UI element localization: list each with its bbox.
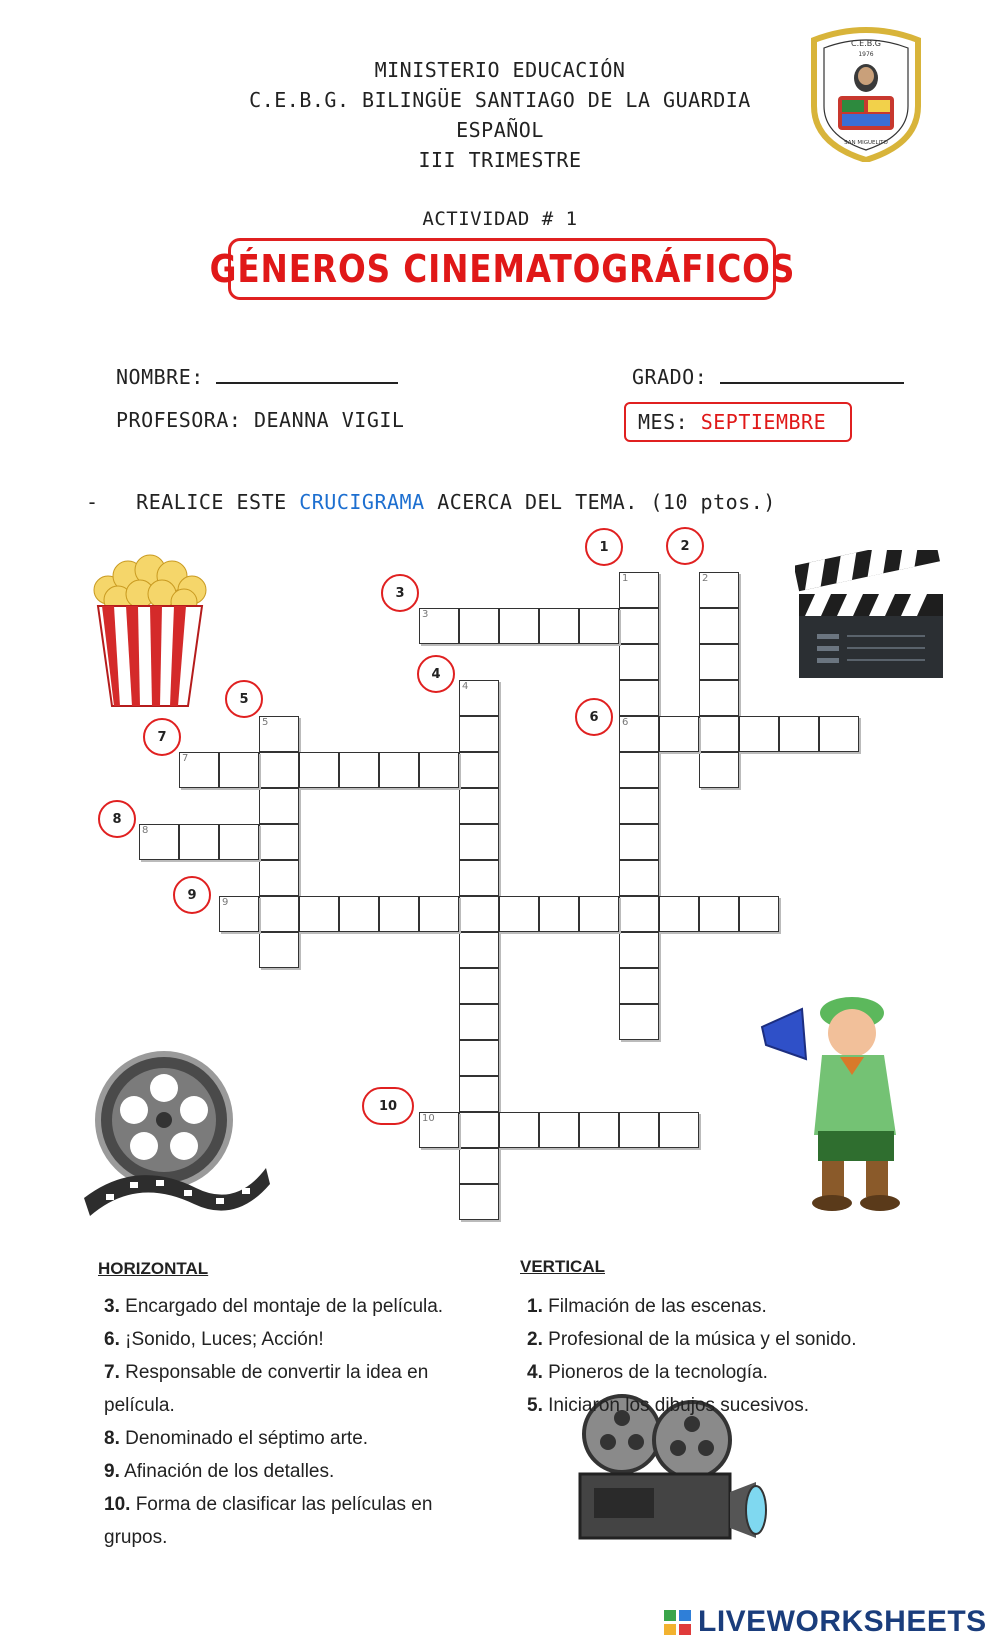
crossword-cell[interactable] — [419, 896, 459, 932]
clue-marker-9: 9 — [173, 876, 211, 914]
crossword-cell[interactable] — [459, 896, 499, 932]
instruction-dash: - — [86, 490, 99, 514]
instruction-line — [86, 490, 776, 514]
vertical-clue-list — [527, 1290, 857, 1422]
crossword-cell[interactable] — [699, 644, 739, 680]
crossword-cell[interactable] — [459, 824, 499, 860]
crossword-cell[interactable] — [619, 608, 659, 644]
crossword-cell[interactable] — [379, 896, 419, 932]
cell-number: 3 — [422, 609, 429, 620]
crossword-cell[interactable] — [779, 716, 819, 752]
cell-number: 1 — [622, 573, 629, 584]
clue-h-7: 7. Responsable de convertir la idea en — [104, 1362, 429, 1383]
crossword-cell[interactable] — [179, 752, 219, 788]
crossword-cell[interactable] — [259, 716, 299, 752]
seal-bottom-text: SAN MIGUELITO — [844, 140, 888, 146]
instruction-after: ACERCA DEL TEMA. (10 ptos.) — [437, 490, 776, 514]
clue-marker-3: 3 — [381, 574, 419, 612]
subject-heading: ESPAÑOL — [456, 118, 544, 142]
crossword-cell[interactable] — [459, 1040, 499, 1076]
crossword-cell[interactable] — [259, 824, 299, 860]
crossword-cell[interactable] — [459, 968, 499, 1004]
crossword-cell[interactable] — [419, 608, 459, 644]
school-seal-logo — [808, 26, 924, 162]
crossword-cell[interactable] — [259, 752, 299, 788]
crossword-cell[interactable] — [459, 716, 499, 752]
clue-marker-6: 6 — [575, 698, 613, 736]
crossword-cell[interactable] — [459, 1112, 499, 1148]
crossword-cell[interactable] — [619, 968, 659, 1004]
cell-number: 10 — [422, 1113, 435, 1124]
crossword-cell[interactable] — [259, 788, 299, 824]
term-heading: III TRIMESTRE — [418, 148, 582, 172]
crossword-cell[interactable] — [219, 896, 259, 932]
crossword-cell[interactable] — [499, 1112, 539, 1148]
crossword-cell[interactable] — [659, 896, 699, 932]
liveworksheets-logo-icon — [664, 1610, 692, 1636]
month-box — [624, 402, 852, 442]
crossword-cell[interactable] — [619, 824, 659, 860]
grade-field — [632, 364, 904, 389]
crossword-cell[interactable] — [619, 932, 659, 968]
crossword-cell[interactable] — [299, 752, 339, 788]
ministry-heading: MINISTERIO EDUCACIÓN — [374, 58, 626, 82]
cell-number: 8 — [142, 825, 149, 836]
crossword-cell[interactable] — [699, 896, 739, 932]
crossword-cell[interactable] — [699, 608, 739, 644]
school-heading: C.E.B.G. BILINGÜE SANTIAGO DE LA GUARDIA — [249, 88, 751, 112]
crossword-cell[interactable] — [459, 608, 499, 644]
clue-h-8: 8. Denominado el séptimo arte. — [104, 1428, 369, 1449]
crossword-cell[interactable] — [219, 824, 259, 860]
crossword-cell[interactable] — [619, 788, 659, 824]
crossword-cell[interactable] — [339, 752, 379, 788]
crossword-cell[interactable] — [619, 896, 659, 932]
teacher-label: PROFESORA: DEANNA VIGIL — [116, 408, 405, 432]
crossword-cell[interactable] — [459, 680, 499, 716]
crossword-cell[interactable] — [699, 680, 739, 716]
cell-number: 7 — [182, 753, 189, 764]
clue-h-6: 6. ¡Sonido, Luces; Acción! — [104, 1329, 324, 1350]
clue-h-10-cont: grupos. — [104, 1527, 168, 1548]
crossword-cell[interactable] — [739, 896, 779, 932]
clue-h-3: 3. Encargado del montaje de la película. — [104, 1296, 444, 1317]
crossword-cell[interactable] — [699, 572, 739, 608]
crossword-cell[interactable] — [299, 896, 339, 932]
crossword-cell[interactable] — [619, 572, 659, 608]
clue-h-9: 9. Afinación de los detalles. — [104, 1461, 335, 1482]
clue-v-5: 5. Iniciaron los dibujos sucesivos. — [527, 1395, 809, 1416]
cell-number: 9 — [222, 897, 229, 908]
crossword-cell[interactable] — [819, 716, 859, 752]
crossword-cell[interactable] — [499, 608, 539, 644]
crossword-cell[interactable] — [499, 896, 539, 932]
crossword-cell[interactable] — [179, 824, 219, 860]
crossword-cell[interactable] — [659, 716, 699, 752]
seal-top-text: C.E.B.G — [851, 39, 881, 48]
crossword-cell[interactable] — [539, 1112, 579, 1148]
grade-blank[interactable] — [720, 364, 904, 384]
crossword-cell[interactable] — [619, 644, 659, 680]
clue-marker-1: 1 — [585, 528, 623, 566]
crossword-cell[interactable] — [459, 1004, 499, 1040]
horizontal-heading: HORIZONTAL — [98, 1259, 209, 1278]
clue-marker-4: 4 — [417, 655, 455, 693]
crossword-cell[interactable] — [459, 788, 499, 824]
crossword-cell[interactable] — [259, 860, 299, 896]
month-value: SEPTIEMBRE — [700, 410, 827, 434]
clue-marker-10: 10 — [362, 1087, 414, 1125]
crossword-cell[interactable] — [539, 608, 579, 644]
clue-v-2: 2. Profesional de la música y el sonido. — [527, 1329, 857, 1350]
crossword-cell[interactable] — [539, 896, 579, 932]
crossword-cell[interactable] — [699, 716, 739, 752]
clue-marker-5: 5 — [225, 680, 263, 718]
activity-heading: ACTIVIDAD # 1 — [422, 208, 578, 230]
crossword-cell[interactable] — [739, 716, 779, 752]
crossword-cell[interactable] — [619, 1004, 659, 1040]
crossword-cell[interactable] — [579, 608, 619, 644]
clue-v-1: 1. Filmación de las escenas. — [527, 1296, 767, 1317]
name-blank[interactable] — [216, 364, 398, 384]
liveworksheets-brand: LIVEWORKSHEETS — [698, 1605, 987, 1638]
crossword-cell[interactable] — [459, 932, 499, 968]
crossword-cell[interactable] — [419, 1112, 459, 1148]
clue-marker-7: 7 — [143, 718, 181, 756]
cell-number: 5 — [262, 717, 269, 728]
crossword-cell[interactable] — [619, 1112, 659, 1148]
crossword-cell[interactable] — [619, 752, 659, 788]
month-label: MES: — [638, 410, 689, 434]
crossword-cell[interactable] — [459, 860, 499, 896]
horizontal-clue-list — [104, 1290, 443, 1554]
worksheet-title: GÉNEROS CINEMATOGRÁFICOS — [209, 247, 795, 291]
crossword-cell[interactable] — [699, 752, 739, 788]
film-reel-icon — [76, 1048, 272, 1228]
crossword-cell[interactable] — [259, 896, 299, 932]
crossword-cell[interactable] — [619, 680, 659, 716]
seal-year-text: 1976 — [858, 51, 874, 58]
clue-v-4: 4. Pioneros de la tecnología. — [527, 1362, 768, 1383]
crossword-cell[interactable] — [619, 860, 659, 896]
crossword-cell[interactable] — [419, 752, 459, 788]
vertical-heading: VERTICAL — [520, 1257, 605, 1276]
crossword-cell[interactable] — [459, 1076, 499, 1112]
instruction-highlight: CRUCIGRAMA — [299, 490, 425, 514]
crossword-cell[interactable] — [659, 1112, 699, 1148]
crossword-cell[interactable] — [339, 896, 379, 932]
title-banner — [209, 238, 795, 300]
crossword-cell[interactable] — [459, 1184, 499, 1220]
director-cartoon-icon — [756, 975, 928, 1220]
crossword-cell[interactable] — [579, 896, 619, 932]
crossword-cell[interactable] — [619, 716, 659, 752]
popcorn-icon — [88, 550, 212, 710]
crossword-cell[interactable] — [259, 932, 299, 968]
crossword-cell[interactable] — [219, 752, 259, 788]
crossword-cell[interactable] — [579, 1112, 619, 1148]
clue-marker-8: 8 — [98, 800, 136, 838]
cell-number: 6 — [622, 717, 629, 728]
crossword-cell[interactable] — [459, 1148, 499, 1184]
grade-label: GRADO: — [632, 365, 708, 389]
clue-h-7-cont: película. — [104, 1395, 175, 1416]
clapperboard-icon — [795, 550, 947, 680]
crossword-cell[interactable] — [459, 752, 499, 788]
name-field — [116, 364, 398, 389]
clue-h-10: 10. Forma de clasificar las películas en — [104, 1494, 433, 1515]
crossword-cell[interactable] — [139, 824, 179, 860]
cell-number: 4 — [462, 681, 469, 692]
instruction-before: REALICE ESTE — [136, 490, 287, 514]
cell-number: 2 — [702, 573, 709, 584]
clue-marker-2: 2 — [666, 527, 704, 565]
crossword-cell[interactable] — [379, 752, 419, 788]
name-label: NOMBRE: — [116, 365, 204, 389]
